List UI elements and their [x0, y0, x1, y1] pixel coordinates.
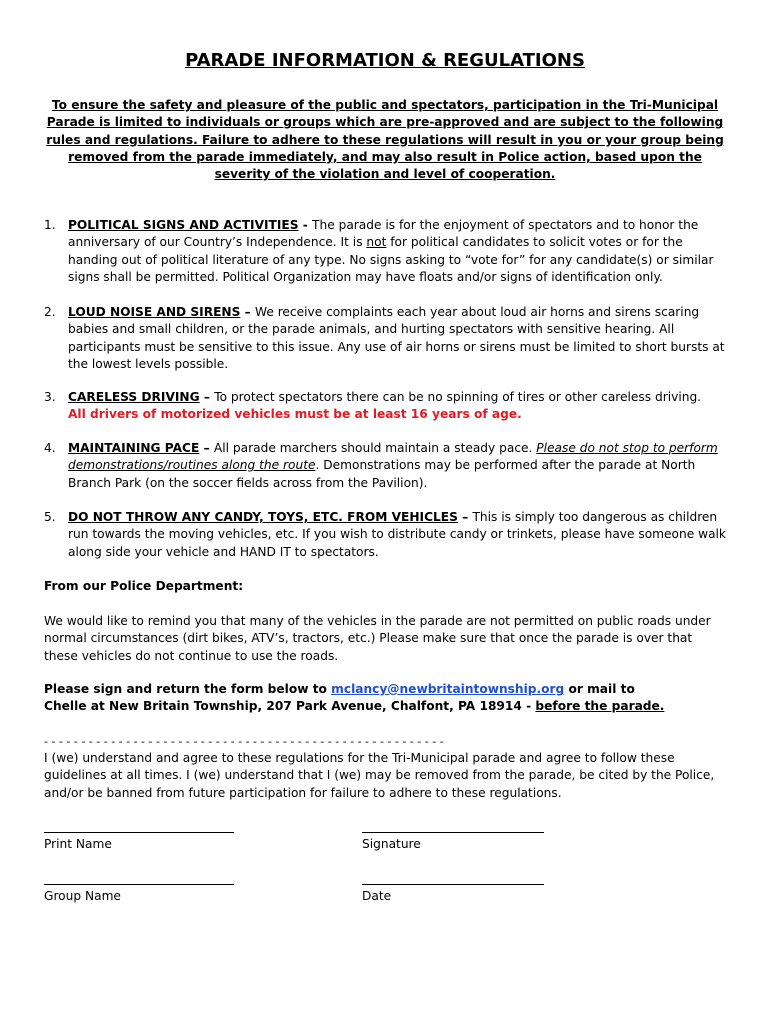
rule-5 — [44, 509, 728, 561]
age-requirement: All drivers of motorized vehicles must be at least 16 years of age. — [68, 407, 522, 422]
rule-4 — [44, 440, 728, 492]
print-name-line[interactable] — [44, 832, 234, 833]
rule-heading: CARELESS DRIVING — [68, 390, 200, 404]
rule-text: The parade is for the enjoyment of spectators and to honor the anniversary of our Country’s Independence. It is — [68, 218, 699, 250]
rule-separator: - — [298, 218, 313, 232]
rule-heading: POLITICAL SIGNS AND ACTIVITIES — [68, 218, 299, 232]
signature-line[interactable] — [362, 832, 544, 833]
police-text: We would like to remind you that many of the vehicles in the parade are not permitted on public roads under normal circumstances (dirt bikes, ATV’s, tractors, etc.) Please make sure that once the parade is over that these vehicles do not continue to use the roads. — [44, 614, 711, 663]
rule-emphasis: Please do not stop to perform demonstrations/routines along the route — [68, 441, 718, 473]
mail-address: Chelle at New Britain Township, 207 Park Avenue, Chalfont, PA 18914 - — [44, 699, 536, 714]
print-name-label: Print Name — [44, 837, 112, 851]
cut-line: - - - - - - - - - - - - - - - - - - - - - - - - - - - - - - - - - - - - - - - - - - - - - - - - - - - - - - — [44, 735, 444, 748]
rule-emphasis: not — [366, 235, 387, 250]
rule-text: All parade marchers should maintain a steady pace. — [213, 441, 537, 455]
rule-separator: – — [240, 305, 255, 319]
rule-number: 5. — [44, 510, 56, 524]
rule-heading: MAINTAINING PACE — [68, 441, 200, 455]
page-title: PARADE INFORMATION & REGULATIONS — [185, 50, 585, 71]
email-link[interactable]: mclancy@newbritaintownship.org — [331, 682, 565, 696]
rule-number: 1. — [44, 218, 56, 232]
rule-text: To protect spectators there can be no spinning of tires or other careless driving. — [214, 390, 702, 404]
return-text: Please sign and return the form below to — [44, 682, 332, 696]
rule-1 — [44, 217, 728, 286]
agreement-text: I (we) understand and agree to these regulations for the Tri-Municipal parade and agree to follow these guidelines at all times. I (we) understand that I (we) may be removed from the parade, be cited by the Police, and/or be banned from future participation for failure to adhere to these regulations. — [44, 751, 715, 800]
rule-separator: – — [199, 441, 214, 455]
rule-text: . Demonstrations may be performed after the parade at North Branch Park (on the soccer fields across from the Pavilion). — [68, 458, 696, 490]
rule-separator: – — [457, 510, 473, 524]
intro-paragraph: To ensure the safety and pleasure of the public and spectators, participation in the Tri-Municipal Parade is limited to individuals or groups which are pre-approved and are subject to the following rules and regulations. Failure to adhere to these regulations will result in you or your group being removed from the parade immediately, and may also result in Police action, based upon the severity of the violation and level of cooperation. — [46, 98, 724, 182]
rule-separator: – — [199, 390, 215, 404]
group-name-label: Group Name — [44, 889, 121, 903]
rule-text: We receive complaints each year about loud air horns and sirens scaring babies and small children, or the parade animals, and hurting spectators with sensitive hearing. All participants must be sensitive to this issue. Any use of air horns or sirens must be limited to short bursts at the lowest levels possible. — [68, 305, 725, 371]
deadline: before the parade. — [535, 699, 665, 714]
rule-text: for political candidates to solicit votes or for the handing out of political literature of any type. No signs asking to “vote for” for any candidate(s) or similar signs shall be permitted. Political Organization may have floats and/or signs of identification only. — [68, 235, 714, 284]
rule-heading: DO NOT THROW ANY CANDY, TOYS, ETC. FROM VEHICLES — [68, 510, 458, 524]
rule-number: 2. — [44, 305, 56, 319]
return-text: or mail to — [564, 682, 635, 696]
group-name-line[interactable] — [44, 884, 234, 885]
rule-number: 3. — [44, 390, 56, 404]
rule-3 — [44, 389, 728, 424]
return-instructions — [44, 681, 728, 716]
police-heading: From our Police Department: — [44, 579, 244, 593]
rule-number: 4. — [44, 441, 56, 455]
rule-text: This is simply too dangerous as children run towards the moving vehicles, etc. If you wish to distribute candy or trinkets, please have someone walk along side your vehicle and HAND IT to spectators. — [68, 510, 726, 559]
signature-label: Signature — [362, 837, 421, 851]
rule-2 — [44, 304, 728, 373]
rule-heading: LOUD NOISE AND SIRENS — [68, 305, 241, 319]
date-label: Date — [362, 889, 392, 903]
date-line[interactable] — [362, 884, 544, 885]
